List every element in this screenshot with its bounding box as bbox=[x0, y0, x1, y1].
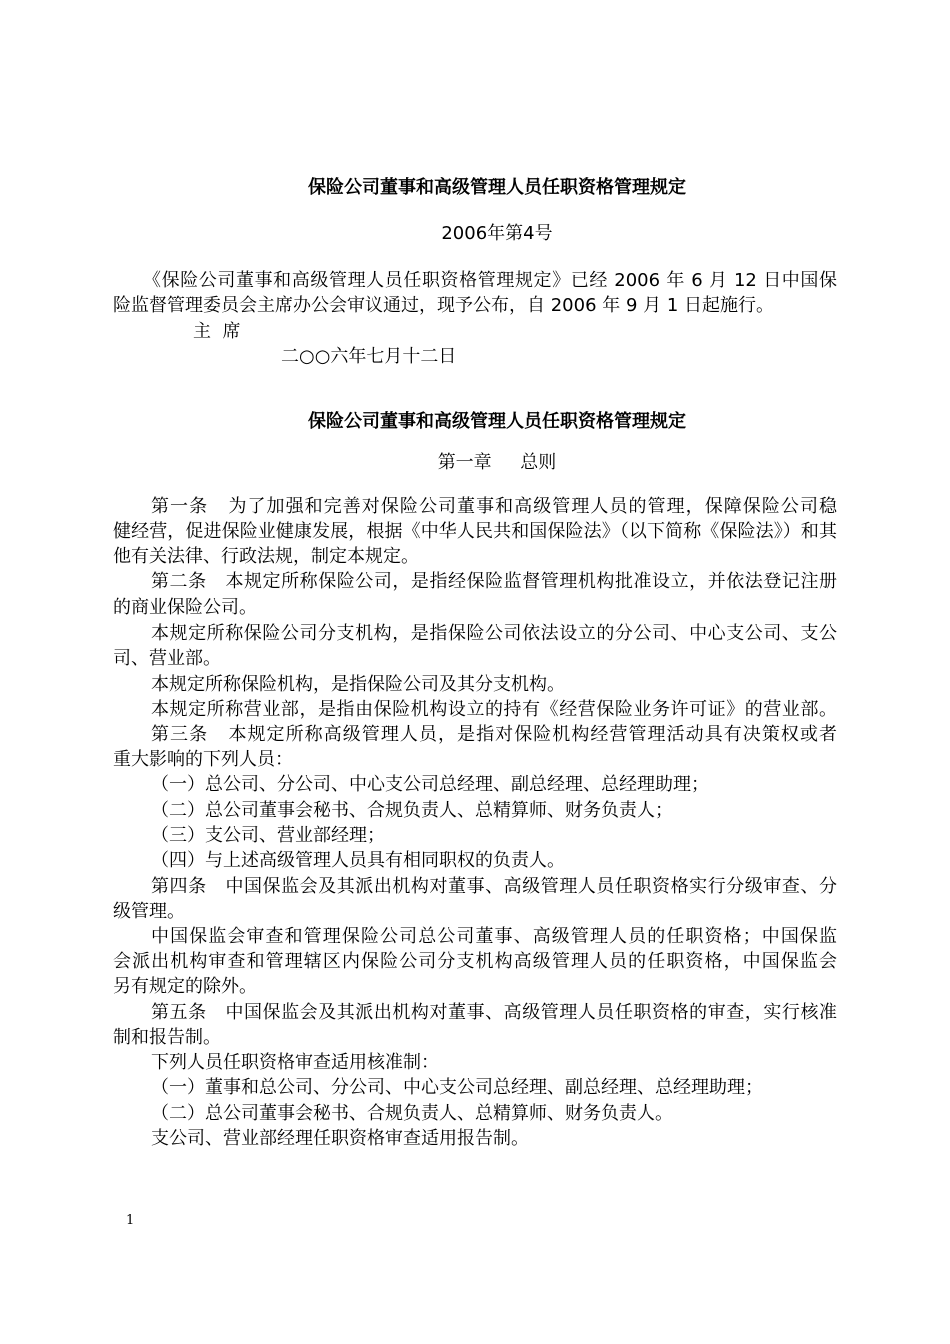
body-line-2: 健经营，促进保险业健康发展，根据《中华人民共和国保险法》（以下简称《保险法》）和其 bbox=[113, 521, 837, 542]
list-item-1: （一）总公司、分公司、中心支公司总经理、副总经理、总经理助理； bbox=[151, 774, 709, 795]
list-item-2: （二）总公司董事会秘书、合规负责人、总精算师、财务负责人； bbox=[151, 800, 673, 821]
order-number: 2006年第4号 bbox=[441, 223, 553, 244]
list-item-4: （四）与上述高级管理人员具有相同职权的负责人。 bbox=[151, 850, 565, 871]
document-title-top: 保险公司董事和高级管理人员任职资格管理规定 bbox=[308, 177, 686, 198]
announcement-line-2: 险监督管理委员会主席办公会审议通过，现予公布，自 2006 年 9 月 1 日起施行。 bbox=[113, 295, 775, 316]
body-line-22: 制和报告制。 bbox=[113, 1027, 221, 1048]
body-line-10: 第三条 本规定所称高级管理人员，是指对保险机构经营管理活动具有决策权或者 bbox=[151, 724, 837, 745]
body-line-6: 本规定所称保险公司分支机构，是指保险公司依法设立的分公司、中心支公司、支公 bbox=[151, 623, 837, 644]
body-line-11: 重大影响的下列人员： bbox=[113, 749, 293, 770]
body-line-17: 级管理。 bbox=[113, 901, 185, 922]
page-number: 1 bbox=[126, 1213, 135, 1228]
body-line-23: 下列人员任职资格审查适用核准制： bbox=[151, 1052, 439, 1073]
body-line-4: 第二条 本规定所称保险公司，是指经保险监督管理机构批准设立，并依法登记注册 bbox=[151, 571, 837, 592]
body-line-18: 中国保监会审查和管理保险公司总公司董事、高级管理人员的任职资格；中国保监 bbox=[151, 926, 837, 947]
body-line-21: 第五条 中国保监会及其派出机构对董事、高级管理人员任职资格的审查，实行核准 bbox=[151, 1002, 837, 1023]
announcement-line-1: 《保险公司董事和高级管理人员任职资格管理规定》已经 2006 年 6 月 12 日中国保 bbox=[143, 270, 837, 291]
list-item-5: （一）董事和总公司、分公司、中心支公司总经理、副总经理、总经理助理； bbox=[151, 1077, 763, 1098]
body-line-20: 另有规定的除外。 bbox=[113, 976, 257, 997]
body-line-16: 第四条 中国保监会及其派出机构对董事、高级管理人员任职资格实行分级审查、分 bbox=[151, 876, 837, 897]
body-line-19: 会派出机构审查和管理辖区内保险公司分支机构高级管理人员的任职资格，中国保监会 bbox=[113, 951, 837, 972]
body-line-1: 第一条 为了加强和完善对保险公司董事和高级管理人员的管理，保障保险公司稳 bbox=[151, 496, 837, 517]
body-line-3: 他有关法律、行政法规，制定本规定。 bbox=[113, 546, 419, 567]
list-item-6: （二）总公司董事会秘书、合规负责人、总精算师、财务负责人。 bbox=[151, 1103, 673, 1124]
chapter-heading: 第一章 总则 bbox=[437, 452, 557, 473]
body-line-8: 本规定所称保险机构，是指保险公司及其分支机构。 bbox=[151, 674, 565, 695]
body-line-9: 本规定所称营业部，是指由保险机构设立的持有《经营保险业务许可证》的营业部。 bbox=[151, 699, 837, 720]
document-title-main: 保险公司董事和高级管理人员任职资格管理规定 bbox=[308, 411, 686, 432]
body-line-26: 支公司、营业部经理任职资格审查适用报告制。 bbox=[151, 1128, 529, 1149]
issue-date: 二○○六年七月十二日 bbox=[281, 346, 457, 367]
body-line-7: 司、营业部。 bbox=[113, 648, 221, 669]
body-line-5: 的商业保险公司。 bbox=[113, 597, 257, 618]
signer-title: 主 席 bbox=[193, 321, 241, 342]
list-item-3: （三）支公司、营业部经理； bbox=[151, 825, 385, 846]
